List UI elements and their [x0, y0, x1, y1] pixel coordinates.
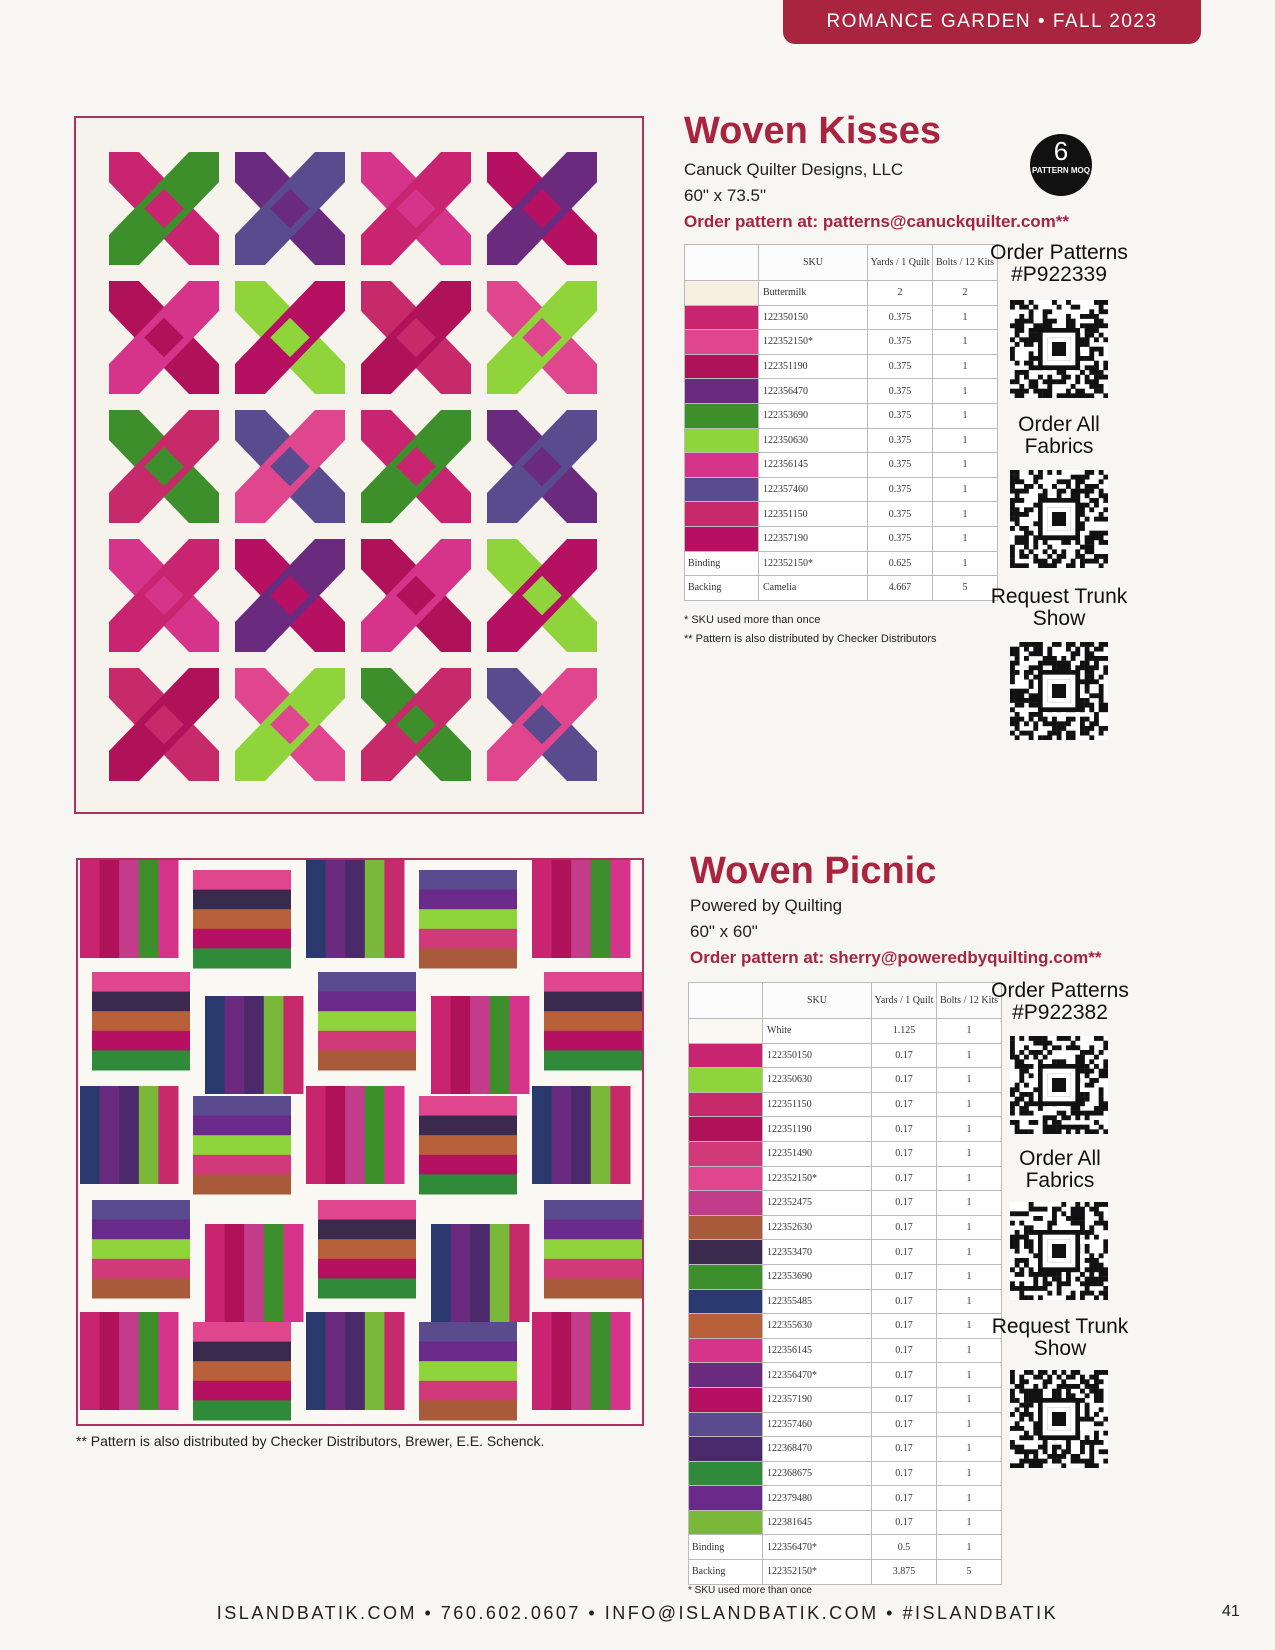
woven-kisses-title: Woven Kisses: [684, 110, 941, 152]
yards-cell: 0.375: [868, 354, 933, 379]
quilt-block: [544, 972, 642, 1071]
quilt-block: [193, 870, 291, 969]
yards-cell: 0.17: [872, 1314, 937, 1339]
fabric-swatch: [689, 1486, 763, 1511]
woven-picnic-distribution-note: ** Pattern is also distributed by Checker Distributors, Brewer, E.E. Schenck.: [76, 1433, 545, 1449]
table-row: [689, 1437, 1002, 1462]
yards-cell: 0.17: [872, 1387, 937, 1412]
table-row: [689, 1117, 1002, 1142]
yards-cell: 0.17: [872, 1264, 937, 1289]
yards-cell: 0.17: [872, 1412, 937, 1437]
fabric-swatch: [685, 502, 759, 527]
bolts-cell: 2: [933, 281, 998, 306]
row-label: Backing: [685, 576, 759, 601]
yards-cell: 0.17: [872, 1461, 937, 1486]
bolts-cell: 1: [937, 1387, 1002, 1412]
quilt-block: [80, 860, 179, 958]
fabric-swatch: [689, 1289, 763, 1314]
bolts-cell: 1: [933, 428, 998, 453]
sku-cell: 122351190: [763, 1117, 872, 1142]
fabric-swatch: [685, 403, 759, 428]
bolts-cell: 5: [933, 576, 998, 601]
sku-cell: White: [763, 1019, 872, 1044]
table-row: [685, 281, 998, 306]
sku-cell: 122381645: [763, 1510, 872, 1535]
quilt-block: [80, 1086, 179, 1184]
table-row: [685, 428, 998, 453]
yards-cell: 0.17: [872, 1068, 937, 1093]
woven-picnic-sku-note: * SKU used more than once: [688, 1585, 812, 1596]
fabric-swatch: [689, 1191, 763, 1216]
sku-header: SKU: [763, 983, 872, 1019]
fabric-swatch: [689, 1092, 763, 1117]
quilt-block: [193, 1322, 291, 1421]
catalog-header-tab: [783, 0, 1201, 44]
fabric-swatch: [689, 1166, 763, 1191]
fabric-swatch: [689, 1387, 763, 1412]
yards-header: Yards / 1 Quilt: [872, 983, 937, 1019]
yards-cell: 0.17: [872, 1191, 937, 1216]
woven-kisses-order-link[interactable]: Order pattern at: patterns@canuckquilter.com**: [684, 212, 1070, 231]
yards-cell: 3.875: [872, 1560, 937, 1585]
quilt-block: [306, 1312, 405, 1410]
fabric-swatch: [689, 1338, 763, 1363]
sku-cell: 122356470*: [763, 1363, 872, 1388]
bolts-cell: 1: [937, 1215, 1002, 1240]
bolts-cell: 1: [937, 1240, 1002, 1265]
bolts-cell: 1: [937, 1510, 1002, 1535]
request-trunk-show-label: Request Trunk Show: [991, 1315, 1129, 1360]
sku-cell: 122357460: [763, 1412, 872, 1437]
table-row: [689, 1535, 1002, 1560]
quilt-block: [92, 972, 190, 1071]
yards-cell: 0.375: [868, 502, 933, 527]
fabric-swatch: [689, 1215, 763, 1240]
sku-cell: 122355485: [763, 1289, 872, 1314]
table-row: [685, 453, 998, 478]
order-all-fabrics-label: Order All Fabrics: [1019, 1147, 1101, 1192]
yards-cell: 0.17: [872, 1437, 937, 1462]
sku-cell: 122351490: [763, 1141, 872, 1166]
row-label: Backing: [689, 1560, 763, 1585]
yards-cell: 0.17: [872, 1240, 937, 1265]
sku-cell: 122356145: [763, 1338, 872, 1363]
bolts-cell: 1: [937, 1043, 1002, 1068]
bolts-cell: 1: [937, 1019, 1002, 1044]
table-row: [689, 1387, 1002, 1412]
woven-picnic-fabric-table: [688, 982, 1002, 1585]
sku-cell: 122351190: [759, 354, 868, 379]
yards-cell: 0.17: [872, 1043, 937, 1068]
bolts-cell: 1: [937, 1486, 1002, 1511]
bolts-cell: 1: [937, 1068, 1002, 1093]
bolts-cell: 1: [937, 1412, 1002, 1437]
woven-kisses-sku-note: * SKU used more than once: [684, 614, 821, 626]
bolts-cell: 1: [937, 1363, 1002, 1388]
table-row: [689, 1412, 1002, 1437]
table-row: [689, 1191, 1002, 1216]
table-row: [689, 1166, 1002, 1191]
quilt-block: [205, 996, 304, 1094]
yards-cell: 0.17: [872, 1363, 937, 1388]
bolts-cell: 1: [937, 1461, 1002, 1486]
fabric-swatch: [689, 1117, 763, 1142]
sku-header: SKU: [759, 245, 868, 281]
sku-cell: 122356470*: [763, 1535, 872, 1560]
fabric-swatch: [689, 1264, 763, 1289]
order-all-fabrics-qr-code[interactable]: [1010, 1202, 1108, 1300]
yards-cell: 0.375: [868, 526, 933, 551]
sku-cell: Buttermilk: [759, 281, 868, 306]
sku-cell: 122368675: [763, 1461, 872, 1486]
bolts-cell: 1: [933, 305, 998, 330]
bolts-cell: 1: [937, 1264, 1002, 1289]
bolts-cell: 1: [933, 403, 998, 428]
quilt-block: [532, 1086, 631, 1184]
sku-cell: 122368470: [763, 1437, 872, 1462]
yards-cell: 0.625: [868, 551, 933, 576]
fabric-swatch: [689, 1240, 763, 1265]
quilt-block: [419, 870, 517, 969]
yards-cell: 0.375: [868, 305, 933, 330]
woven-kisses-fabric-table: [684, 244, 998, 601]
sku-cell: 122351150: [763, 1092, 872, 1117]
sku-cell: 122357460: [759, 477, 868, 502]
order-patterns-label: Order Patterns #P922382: [991, 979, 1129, 1024]
swatch-header: [685, 245, 759, 281]
row-label: Binding: [685, 551, 759, 576]
woven-kisses-distribution-note: ** Pattern is also distributed by Checker Distributors: [684, 633, 937, 645]
fabric-swatch: [685, 453, 759, 478]
table-row: [689, 1215, 1002, 1240]
woven-picnic-order-link[interactable]: Order pattern at: sherry@poweredbyquilting.com**: [690, 948, 1102, 967]
sku-cell: 122357190: [759, 526, 868, 551]
yards-cell: 0.17: [872, 1141, 937, 1166]
bolts-cell: 1: [937, 1535, 1002, 1560]
yards-cell: 0.17: [872, 1486, 937, 1511]
moq-text: PATTERN MOQ: [1032, 166, 1090, 175]
sku-cell: 122350630: [763, 1068, 872, 1093]
footer-contact: ISLANDBATIK.COM • 760.602.0607 • INFO@ISLANDBATIK.COM • #ISLANDBATIK: [216, 1603, 1059, 1623]
yards-cell: 0.17: [872, 1166, 937, 1191]
sku-cell: 122356470: [759, 379, 868, 404]
sku-cell: 122353690: [759, 403, 868, 428]
yards-cell: 0.375: [868, 477, 933, 502]
sku-cell: 122355630: [763, 1314, 872, 1339]
table-row: [685, 379, 998, 404]
row-label: Binding: [689, 1535, 763, 1560]
table-row: [685, 403, 998, 428]
bolts-cell: 1: [937, 1437, 1002, 1462]
order-patterns-label: Order Patterns #P922339: [990, 241, 1128, 286]
fabric-swatch: [685, 379, 759, 404]
quilt-block: [306, 1086, 405, 1184]
woven-picnic-size: 60" x 60": [690, 922, 758, 941]
bolts-header: Bolts / 12 Kits: [933, 245, 998, 281]
quilt-block: [80, 1312, 179, 1410]
fabric-swatch: [689, 1510, 763, 1535]
sku-cell: Camelia: [759, 576, 868, 601]
quilt-block: [431, 1224, 530, 1322]
yards-cell: 0.375: [868, 330, 933, 355]
bolts-cell: 1: [937, 1141, 1002, 1166]
fabric-swatch: [689, 1043, 763, 1068]
fabric-swatch: [689, 1461, 763, 1486]
fabric-swatch: [685, 477, 759, 502]
sku-cell: 122352475: [763, 1191, 872, 1216]
bolts-cell: 1: [937, 1338, 1002, 1363]
table-row: [689, 1141, 1002, 1166]
fabric-swatch: [685, 305, 759, 330]
table-row: [689, 1264, 1002, 1289]
yards-cell: 0.17: [872, 1117, 937, 1142]
yards-cell: 0.375: [868, 379, 933, 404]
quilt-block: [205, 1224, 304, 1322]
quilt-block: [532, 860, 631, 958]
table-row: [689, 1560, 1002, 1585]
collection-title: ROMANCE GARDEN • FALL 2023: [826, 11, 1158, 32]
table-row: [689, 1019, 1002, 1044]
bolts-cell: 1: [933, 453, 998, 478]
order-patterns-qr-code[interactable]: [1010, 300, 1108, 398]
sku-cell: 122352150*: [763, 1560, 872, 1585]
yards-cell: 0.17: [872, 1092, 937, 1117]
quilt-block: [532, 1312, 631, 1410]
fabric-swatch: [685, 428, 759, 453]
page-number: 41: [1222, 1603, 1240, 1620]
sku-cell: 122352150*: [759, 551, 868, 576]
bolts-cell: 1: [933, 502, 998, 527]
fabric-swatch: [689, 1019, 763, 1044]
yards-cell: 0.5: [872, 1535, 937, 1560]
pattern-moq-badge: [1030, 134, 1092, 196]
bolts-cell: 1: [937, 1117, 1002, 1142]
fabric-swatch: [685, 526, 759, 551]
woven-picnic-title: Woven Picnic: [690, 850, 937, 892]
woven-picnic-quilt-image: [76, 858, 644, 1426]
fabric-swatch: [689, 1437, 763, 1462]
yards-cell: 0.375: [868, 428, 933, 453]
bolts-cell: 1: [933, 379, 998, 404]
yards-cell: 0.17: [872, 1510, 937, 1535]
sku-cell: 122350150: [763, 1043, 872, 1068]
yards-cell: 1.125: [872, 1019, 937, 1044]
fabric-swatch: [689, 1412, 763, 1437]
quilt-block: [92, 1200, 190, 1299]
sku-cell: 122352150*: [763, 1166, 872, 1191]
quilt-block: [419, 1096, 517, 1195]
fabric-swatch: [689, 1068, 763, 1093]
order-patterns-qr-code[interactable]: [1010, 1036, 1108, 1134]
sku-cell: 122353470: [763, 1240, 872, 1265]
table-row: [689, 1092, 1002, 1117]
bolts-cell: 1: [933, 354, 998, 379]
table-row: [689, 1068, 1002, 1093]
yards-cell: 0.375: [868, 403, 933, 428]
bolts-cell: 1: [937, 1166, 1002, 1191]
table-row: [685, 576, 998, 601]
table-row: [685, 330, 998, 355]
bolts-cell: 1: [937, 1092, 1002, 1117]
table-row: [685, 526, 998, 551]
quilt-block: [193, 1096, 291, 1195]
bolts-cell: 1: [933, 551, 998, 576]
yards-cell: 0.17: [872, 1215, 937, 1240]
fabric-swatch: [685, 354, 759, 379]
quilt-block: [431, 996, 530, 1094]
sku-cell: 122352150*: [759, 330, 868, 355]
bolts-cell: 1: [933, 330, 998, 355]
quilt-block: [544, 1200, 642, 1299]
bolts-header: Bolts / 12 Kits: [937, 983, 1002, 1019]
request-trunk-show-qr-code[interactable]: [1010, 642, 1108, 740]
bolts-cell: 5: [937, 1560, 1002, 1585]
bolts-cell: 1: [933, 477, 998, 502]
quilt-block: [318, 972, 416, 1071]
fabric-swatch: [689, 1141, 763, 1166]
sku-cell: 122351150: [759, 502, 868, 527]
sku-cell: 122357190: [763, 1387, 872, 1412]
table-row: [689, 1314, 1002, 1339]
table-row: [689, 1338, 1002, 1363]
fabric-swatch: [685, 281, 759, 306]
moq-number: 6: [1053, 136, 1069, 166]
sku-cell: 122379480: [763, 1486, 872, 1511]
woven-picnic-quilt-illustration: [78, 860, 642, 1424]
bolts-cell: 1: [933, 526, 998, 551]
woven-kisses-designer: Canuck Quilter Designs, LLC: [684, 160, 904, 179]
sku-cell: 122350150: [759, 305, 868, 330]
table-row: [685, 354, 998, 379]
woven-kisses-quilt-illustration: [76, 118, 642, 812]
woven-picnic-designer: Powered by Quilting: [690, 896, 843, 915]
table-row: [689, 1486, 1002, 1511]
sku-cell: 122352630: [763, 1215, 872, 1240]
yards-cell: 0.17: [872, 1289, 937, 1314]
bolts-cell: 1: [937, 1191, 1002, 1216]
sku-cell: 122356145: [759, 453, 868, 478]
table-row: [685, 305, 998, 330]
fabric-swatch: [689, 1314, 763, 1339]
quilt-block: [318, 1200, 416, 1299]
swatch-header: [689, 983, 763, 1019]
yards-cell: 0.375: [868, 453, 933, 478]
quilt-block: [306, 860, 405, 958]
woven-kisses-quilt-image: [74, 116, 644, 814]
quilt-block: [419, 1322, 517, 1421]
yards-cell: 2: [868, 281, 933, 306]
table-row: [689, 1461, 1002, 1486]
fabric-swatch: [689, 1363, 763, 1388]
yards-cell: 4.667: [868, 576, 933, 601]
sku-cell: 122353690: [763, 1264, 872, 1289]
table-row: [685, 477, 998, 502]
sku-cell: 122350630: [759, 428, 868, 453]
table-row: [689, 1240, 1002, 1265]
fabric-swatch: [685, 330, 759, 355]
table-row: [685, 502, 998, 527]
woven-kisses-size: 60" x 73.5": [684, 186, 767, 205]
bolts-cell: 1: [937, 1289, 1002, 1314]
table-row: [689, 1510, 1002, 1535]
request-trunk-show-label: Request Trunk Show: [990, 585, 1128, 630]
request-trunk-show-qr-code[interactable]: [1010, 1370, 1108, 1468]
bolts-cell: 1: [937, 1314, 1002, 1339]
order-all-fabrics-label: Order All Fabrics: [1018, 413, 1100, 458]
yards-cell: 0.17: [872, 1338, 937, 1363]
table-row: [689, 1363, 1002, 1388]
order-all-fabrics-qr-code[interactable]: [1010, 470, 1108, 568]
table-row: [685, 551, 998, 576]
table-row: [689, 1289, 1002, 1314]
table-row: [689, 1043, 1002, 1068]
yards-header: Yards / 1 Quilt: [868, 245, 933, 281]
